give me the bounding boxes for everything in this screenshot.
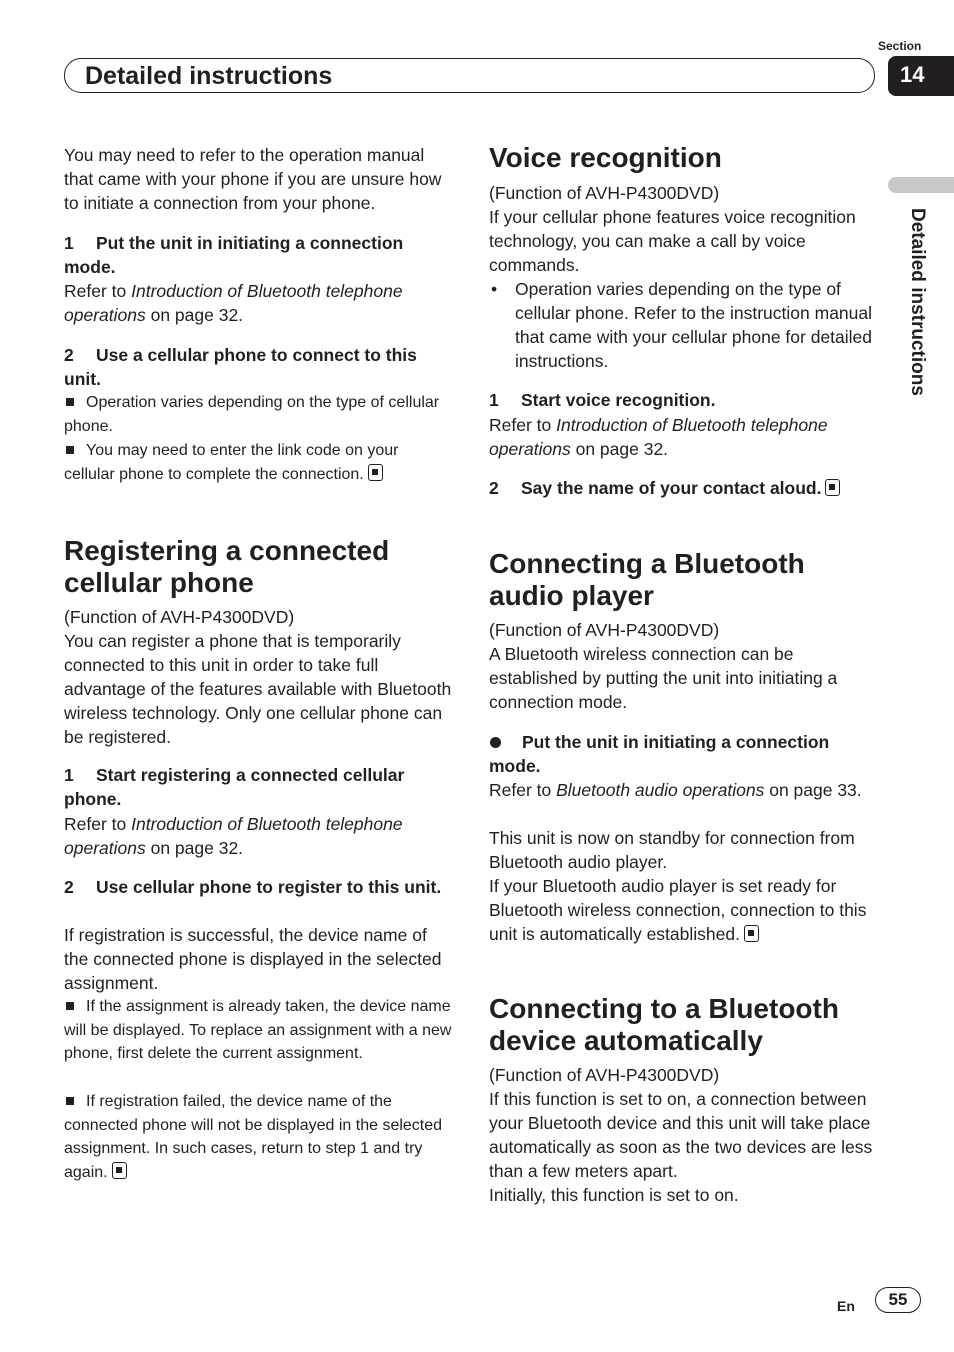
- reg-step-1-heading: [64, 764, 452, 811]
- step-text: Use a cellular phone to connect to this unit.: [64, 345, 417, 389]
- voice-step-2-heading: [489, 477, 877, 501]
- section-label: Section: [878, 39, 922, 53]
- step-2-note-1: [64, 391, 452, 438]
- note-square-icon: [66, 1097, 74, 1105]
- ref-prefix: Refer to: [489, 415, 557, 435]
- ref-prefix: Refer to: [489, 780, 557, 800]
- paragraph-text: If your Bluetooth audio player is set ready for Bluetooth wireless connection, connection to this unit is automatically established.: [489, 876, 867, 944]
- note-square-icon: [66, 1002, 74, 1010]
- end-mark-icon: [368, 464, 383, 481]
- step-1-heading: [64, 232, 452, 279]
- ref-prefix: Refer to: [64, 281, 132, 301]
- note-square-icon: [66, 446, 74, 454]
- auto-body-2: Initially, this function is set to on.: [489, 1185, 739, 1205]
- step-number: 1: [64, 233, 74, 253]
- reg-note-2: [64, 1090, 452, 1184]
- step-number: 1: [489, 390, 499, 410]
- end-mark-icon: [825, 479, 840, 496]
- step-text: Say the name of your contact aloud.: [521, 478, 822, 498]
- bt-body: A Bluetooth wireless connection can be established by putting the unit into initiating a connection mode.: [489, 644, 838, 712]
- step-2-heading: [64, 344, 452, 391]
- intro-paragraph: You may need to refer to the operation manual that came with your phone if you are unsure how to initiate a connection from your phone.: [64, 145, 442, 213]
- end-mark-icon: [744, 925, 759, 942]
- ref-suffix: on page 32.: [145, 305, 244, 325]
- note-text: If the assignment is already taken, the device name will be displayed. To replace an assignment with a new phone, first delete the current assignment.: [64, 998, 452, 1063]
- bt-step-heading: [489, 731, 877, 778]
- note-text: You may need to enter the link code on your cellular phone to complete the connection.: [64, 442, 399, 483]
- bullet-text: Operation varies depending on the type of cellular phone. Refer to the instruction manual that came with your cellular phone for detailed instructions.: [515, 279, 873, 371]
- page-title: Detailed instructions: [85, 62, 333, 90]
- step-number: 2: [64, 345, 74, 365]
- step-number: 2: [64, 877, 74, 897]
- reg-step-1-reference: [64, 812, 452, 860]
- ref-title: Bluetooth audio operations: [556, 780, 765, 800]
- section-heading-voice: Voice recognition: [489, 142, 722, 173]
- end-mark-icon: [112, 1162, 127, 1179]
- note-square-icon: [66, 398, 74, 406]
- voice-bullet: [489, 277, 877, 373]
- bt-body-3: [489, 874, 877, 946]
- step-text: Put the unit in initiating a connection mode.: [489, 732, 830, 776]
- ref-title: Introduction of Bluetooth telephone operations: [489, 415, 828, 459]
- registering-body: You can register a phone that is temporarily connected to this unit in order to take full advantage of the features available with Bluetooth wireless technology. Only one cellular phone can be registered.: [64, 631, 452, 747]
- function-label: (Function of AVH-P4300DVD): [489, 620, 720, 640]
- auto-body: If this function is set to on, a connection between your Bluetooth device and this unit will take place automatically as soon as the two devices are less than a few meters apart.: [489, 1089, 873, 1181]
- section-heading-registering: Registering a connected cellular phone: [64, 535, 390, 598]
- step-number: 2: [489, 478, 499, 498]
- note-text: Operation varies depending on the type of cellular phone.: [64, 394, 440, 435]
- function-label: (Function of AVH-P4300DVD): [64, 607, 295, 627]
- ref-prefix: Refer to: [64, 814, 132, 834]
- function-label: (Function of AVH-P4300DVD): [489, 1065, 720, 1085]
- step-dot-icon: [490, 737, 501, 748]
- ref-suffix: on page 33.: [764, 780, 862, 800]
- language-label: En: [837, 1298, 855, 1314]
- bullet-mark: •: [491, 279, 498, 299]
- voice-step-1-heading: [489, 389, 877, 413]
- reg-step-2-body: If registration is successful, the device name of the connected phone is displayed in the selected assignment.: [64, 925, 442, 993]
- step-number: 1: [64, 765, 74, 785]
- step-1-reference: [64, 279, 452, 327]
- step-text: Start voice recognition.: [521, 390, 716, 410]
- bt-reference: [489, 778, 877, 802]
- ref-suffix: on page 32.: [570, 439, 669, 459]
- right-column: [489, 0, 877, 1205]
- side-tab-marker: [888, 177, 954, 193]
- reg-note-1: [64, 995, 452, 1066]
- step-text: Use cellular phone to register to this unit.: [96, 877, 442, 897]
- section-heading-bt-audio: Connecting a Bluetooth audio player: [489, 548, 805, 611]
- ref-suffix: on page 32.: [145, 838, 244, 858]
- note-text: If registration failed, the device name of the connected phone will not be displayed in the selected assignment. In such cases, return to step 1 and try again.: [64, 1093, 443, 1181]
- function-label: (Function of AVH-P4300DVD): [489, 183, 720, 203]
- page-number: 55: [875, 1287, 921, 1313]
- section-heading-auto-connect: Connecting to a Bluetooth device automatically: [489, 993, 839, 1056]
- section-number: 14: [888, 56, 954, 96]
- step-text: Start registering a connected cellular phone.: [64, 765, 405, 809]
- side-tab-label: Detailed instructions: [907, 208, 928, 396]
- ref-title: Introduction of Bluetooth telephone operations: [64, 281, 403, 325]
- reg-step-2-heading: [64, 876, 452, 900]
- bt-body-2: This unit is now on standby for connection from Bluetooth audio player.: [489, 828, 855, 872]
- voice-step-1-reference: [489, 413, 877, 461]
- ref-title: Introduction of Bluetooth telephone operations: [64, 814, 403, 858]
- step-text: Put the unit in initiating a connection mode.: [64, 233, 404, 277]
- step-2-note-2: [64, 439, 452, 486]
- voice-body: If your cellular phone features voice recognition technology, you can make a call by voice commands.: [489, 207, 856, 275]
